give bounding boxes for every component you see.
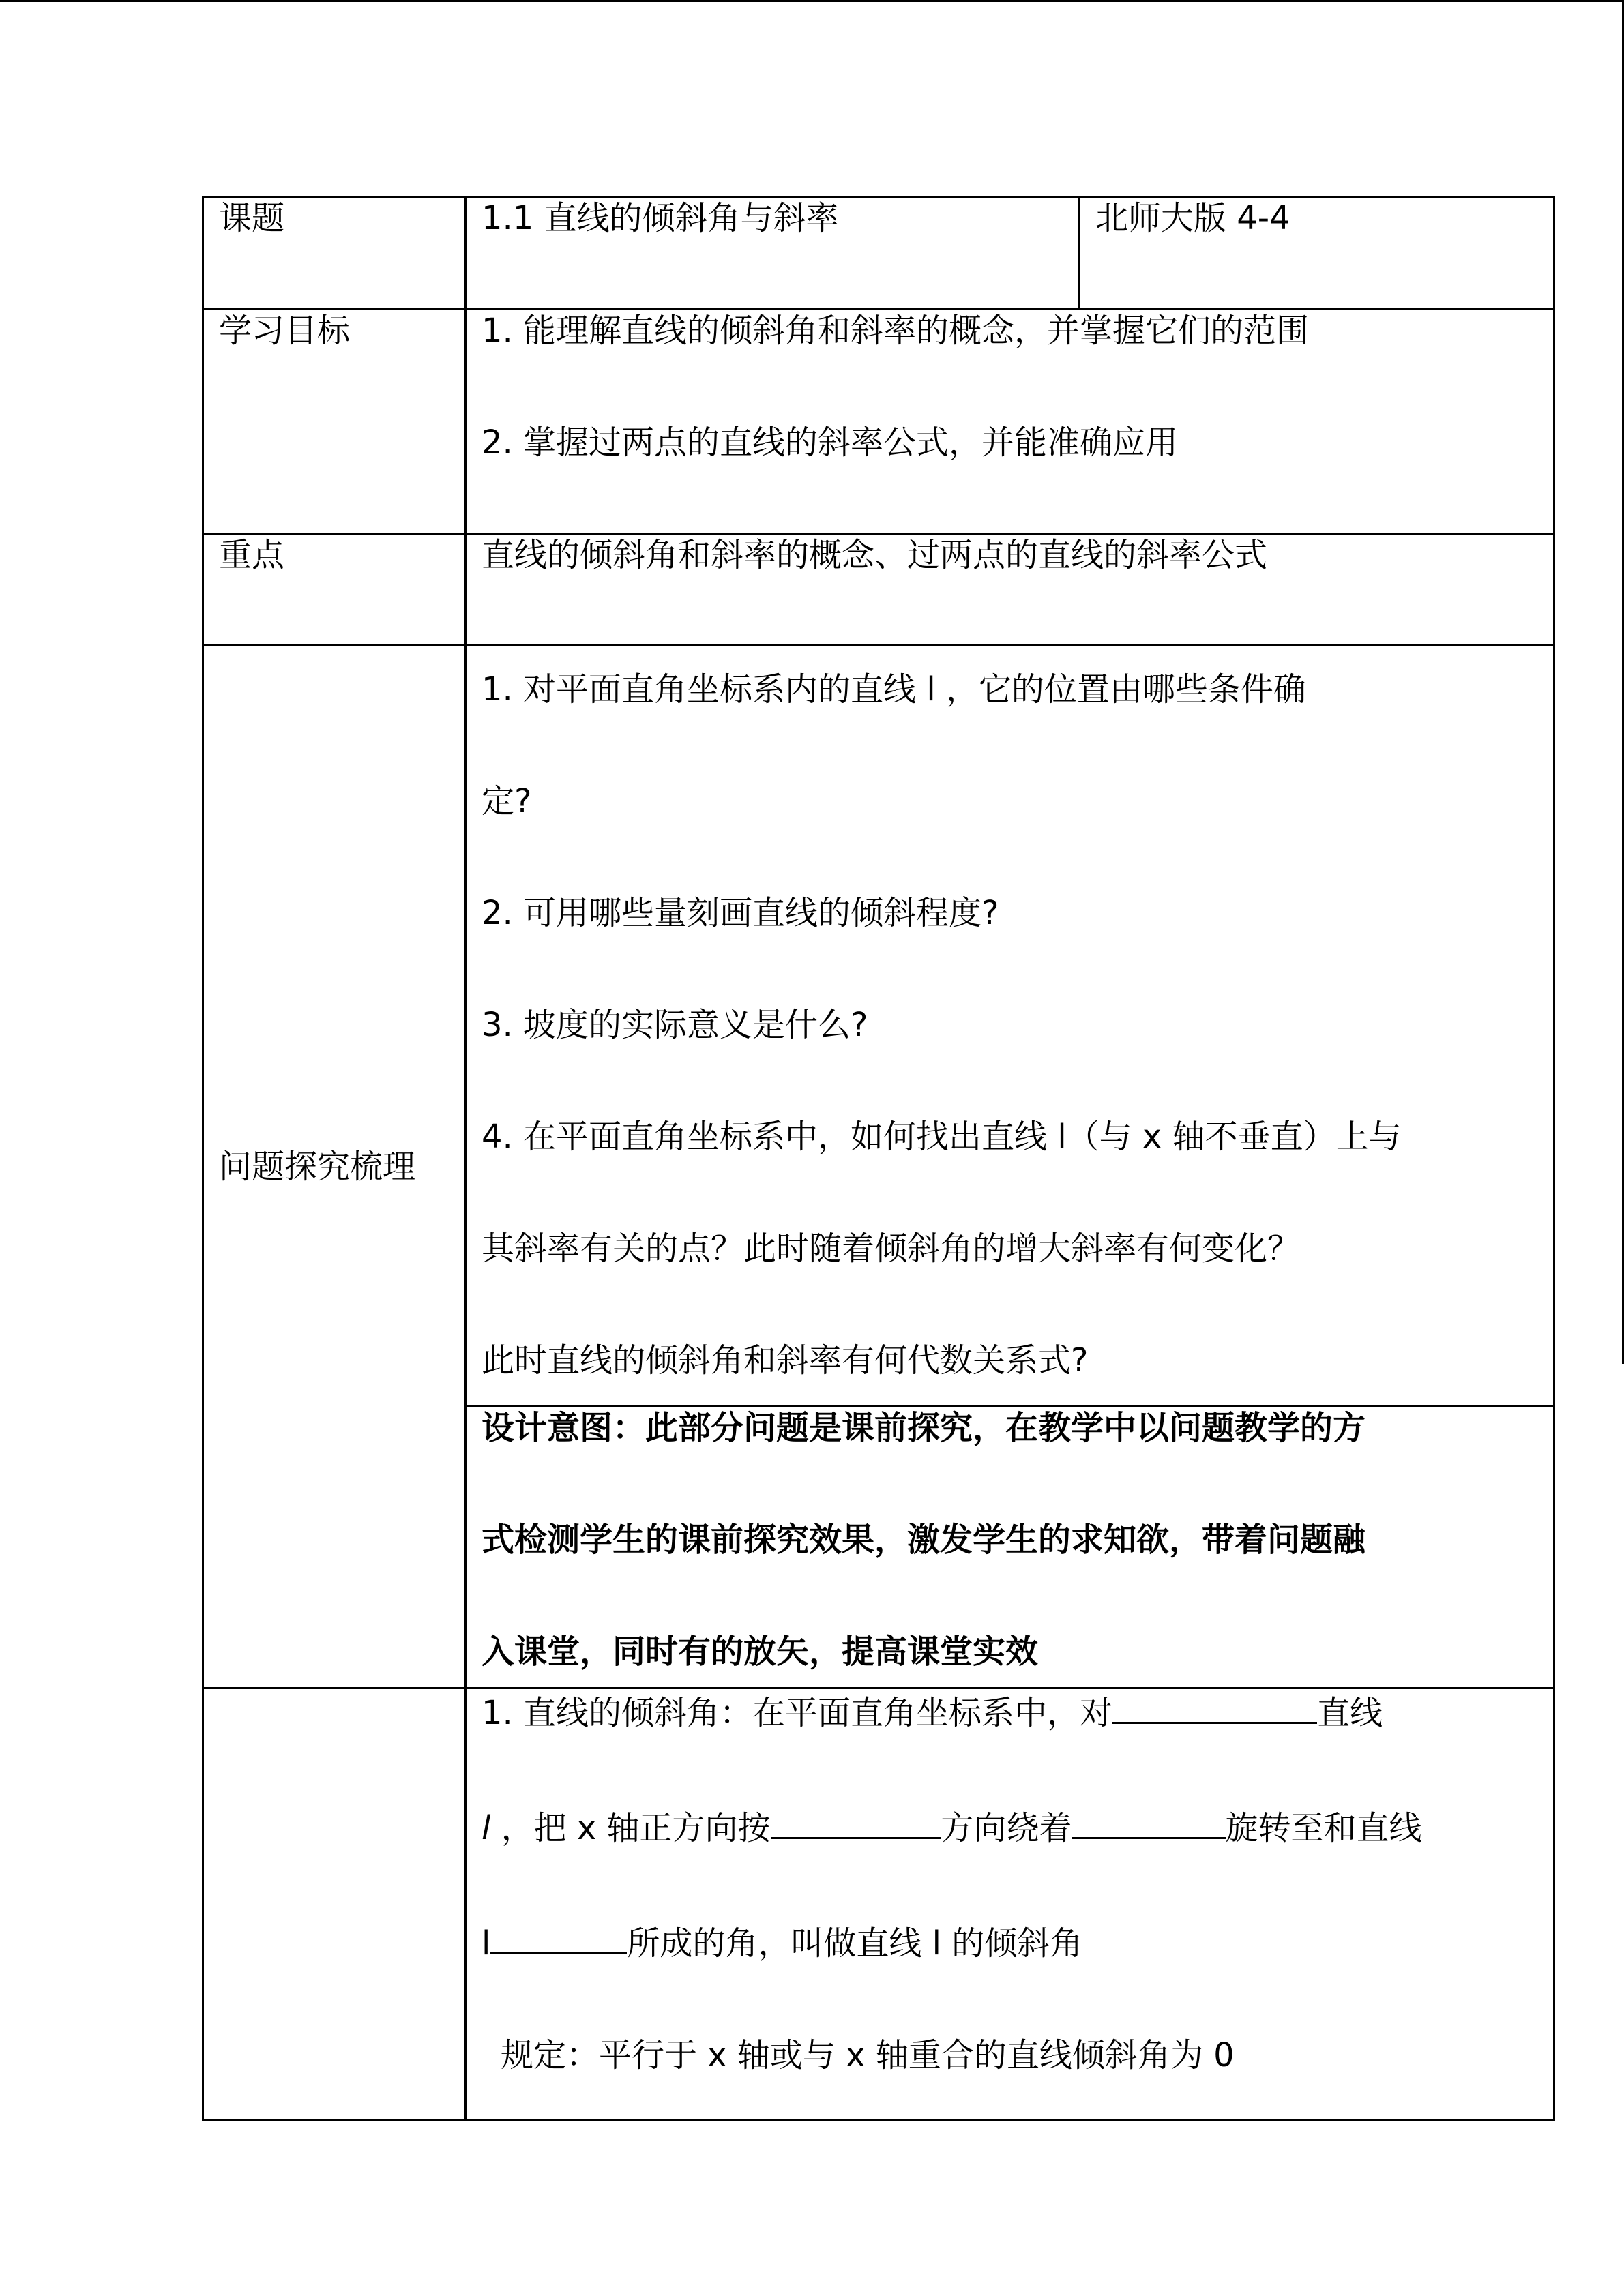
- angle-line-2-text: ，把 x 轴正方向按: [490, 1809, 771, 1847]
- intent-line-3: 入课堂，同时有的放矢，提高课堂实效: [482, 1632, 1039, 1671]
- fill-blank-3[interactable]: [1072, 1804, 1226, 1839]
- learning-goals-label: 学习目标: [203, 310, 466, 534]
- inquiry-line-6: 其斜率有关的点？此时随着倾斜角的增大斜率有何变化？: [482, 1229, 1301, 1268]
- inquiry-questions: [466, 645, 1554, 1407]
- angle-line-2: [482, 1804, 1538, 1849]
- goal-item-2: 2. 掌握过两点的直线的斜率公式，并能准确应用: [482, 423, 1179, 462]
- goal-item-1: 1. 能理解直线的倾斜角和斜率的概念，并掌握它们的范围: [482, 312, 1310, 350]
- fill-blank-2[interactable]: [771, 1804, 941, 1839]
- key-points-label: 重点: [203, 534, 466, 645]
- row-key-points: [203, 534, 1554, 645]
- angle-line-1: [482, 1689, 1538, 1733]
- intent-line-1: 设计意图：此部分问题是课前探究，在教学中以问题教学的方: [482, 1409, 1366, 1447]
- inclination-content: [466, 1688, 1554, 2120]
- angle-line-3: [482, 1920, 1538, 1964]
- lesson-plan-table: [202, 196, 1555, 2121]
- row-inclination-angle: [203, 1688, 1554, 2120]
- inquiry-line-2: 定?: [482, 782, 532, 820]
- intent-line-2: 式检测学生的课前探究效果，激发学生的求知欲，带着问题融: [482, 1521, 1366, 1559]
- inquiry-line-1: 1. 对平面直角坐标系内的直线 l ，它的位置由哪些条件确: [482, 670, 1306, 709]
- inquiry-line-3: 2. 可用哪些量刻画直线的倾斜程度?: [482, 894, 999, 932]
- line-l-symbol: l: [482, 1809, 491, 1847]
- angle-line-2-end: 旋转至和直线: [1225, 1809, 1422, 1847]
- lesson-title: 1.1 直线的倾斜角与斜率: [466, 197, 1080, 310]
- fill-blank-1[interactable]: [1112, 1689, 1317, 1724]
- inquiry-line-4: 3. 坡度的实际意义是什么?: [482, 1006, 868, 1044]
- row-inquiry: [203, 645, 1554, 1407]
- angle-line-3-text: 所成的角，叫做直线 l 的倾斜角: [627, 1924, 1083, 1963]
- fill-blank-4[interactable]: [490, 1920, 627, 1954]
- design-intent: [466, 1407, 1554, 1688]
- inclination-label: [203, 1688, 466, 2120]
- row-topic: [203, 197, 1554, 310]
- textbook-edition: 北师大版 4-4: [1080, 197, 1554, 310]
- topic-label: 课题: [203, 197, 466, 310]
- angle-line-1-end: 直线: [1317, 1694, 1383, 1732]
- angle-line-2-mid: 方向绕着: [941, 1809, 1072, 1847]
- inquiry-line-5: 4. 在平面直角坐标系中，如何找出直线 l（与 x 轴不垂直）上与: [482, 1118, 1402, 1156]
- page-top-border: [0, 0, 1624, 2]
- learning-goals-content: [466, 310, 1554, 534]
- line-l-symbol-2: l: [482, 1924, 491, 1963]
- inquiry-line-7: 此时直线的倾斜角和斜率有何代数关系式?: [482, 1341, 1089, 1380]
- angle-line-1-text: 1. 直线的倾斜角：在平面直角坐标系中，对: [482, 1694, 1113, 1732]
- row-learning-goals: [203, 310, 1554, 534]
- key-points-text: 直线的倾斜角和斜率的概念、过两点的直线的斜率公式: [466, 534, 1554, 645]
- angle-rule: 规定：平行于 x 轴或与 x 轴重合的直线倾斜角为 0: [501, 2036, 1235, 2074]
- inquiry-label: 问题探究梳理: [203, 645, 466, 1688]
